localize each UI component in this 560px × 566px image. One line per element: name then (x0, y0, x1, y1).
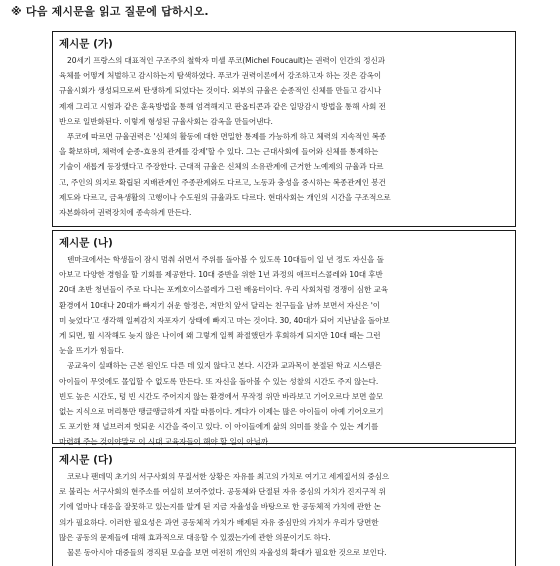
passage-title: 제시문 (나) (59, 237, 113, 249)
text-line: 아보고 다양한 경험을 할 기회를 제공한다. 10대 중반을 위한 1년 과정의 애프터스콜레와 10대 후반 (59, 270, 383, 280)
text-line: 아이들이 무엇에도 몰입할 수 없도록 만든다. 또 자신을 돌아볼 수 있는 성찰의 시간도 주지 않는다. (59, 376, 379, 386)
text-line: 물론 동아시아 대중들의 경직된 모습을 보면 여전히 개인의 자율성의 확대가 필요한 것으로 보인다. (67, 547, 387, 557)
passage-body (53, 250, 515, 449)
text-line: 푸코에 따르면 규율권력은 '신체의 활동에 대한 면밀한 통제를 가능하게 하고 체력의 지속적인 복종 (67, 131, 387, 141)
text-line: 공교육이 실패하는 근본 원인도 다른 데 있지 않다고 본다. 시간과 교과목이 분절된 학교 시스템은 (67, 361, 382, 371)
text-line: 20대 초반 청년들이 주로 다니는 포케호이스콜레가 그런 배움터이다. 우리 사회처럼 경쟁이 심한 교육 (59, 285, 388, 295)
instruction: ※ 다음 제시문을 읽고 질문에 답하시오. (11, 5, 209, 18)
text-line: 고, 주인의 의지로 확립된 지배관계인 주종관계와도 다르고, 노동과 충성을 중시하는 복종관계인 봉건 (59, 177, 386, 187)
text-line: 제재 그리고 시험과 같은 훈육방법을 통해 엄격해지고 판옵티콘과 같은 일망감시 방법을 통해 사회 전 (59, 101, 386, 111)
passage-da (52, 447, 516, 566)
text-line: 코로나 팬데믹 초기의 서구사회의 무질서한 상황은 자유를 최고의 가치로 여기고 세계질서의 중심으 (67, 472, 390, 481)
passage-na (52, 230, 516, 447)
text-line: 없는 지식으로 머리통만 땡글땡글하게 자랄 따름이다. 게다가 이제는 많은 아이들이 아예 기어오르기 (59, 406, 384, 416)
text-line: 규율시회가 생성되므로써 탄생하게 되었다는 것이다. 외부의 규율은 순종적인 신체를 만들고 감시나 (59, 86, 382, 96)
text-line: 반으로 일반화된다. 이렇게 형성된 규율사회는 감옥을 만들어낸다. (59, 116, 273, 126)
passage-ga (52, 31, 516, 227)
text-line: 20세기 프랑스의 대표적인 구조주의 철학자 미셸 푸코(Michel Foucault)는 권력이 인간의 정신과 (67, 56, 385, 65)
text-line: 육체를 어떻게 처벌하고 감시하는지 탐색하였다. 푸코가 권력이론에서 강조하고자 하는 것은 감옥이 (59, 71, 382, 81)
text-line: 기술이 새롭게 등장했다고 주장한다. 근대적 규율은 신체의 소유관계에 근거한 노예제의 규율과 다르 (59, 162, 384, 172)
passage-body (53, 51, 515, 220)
text-line: 을 확보하며, 체력에 순종-효용의 관계를 강제'할 수 있다. 그는 근대사회에 들어와 신체를 통제하는 (59, 147, 379, 157)
text-line: 빈도 높은 시간도, 텅 빈 시간도 주어지지 않는 환경에서 무작정 위만 바라보고 기어오르다 보면 쓸모 (59, 391, 384, 401)
text-line: 로 불리는 서구사회의 현주소를 여실히 보여주었다. 공동체와 단절된 자유 중심의 가치가 진지구적 위 (59, 487, 386, 497)
text-line: 게 되면, 뭘 시작해도 늦지 않은 나이에 왜 그렇게 일찍 좌절했던가 후회하게 되지만 10대 때는 그런 (59, 330, 381, 340)
text-line: 미 늦었다'고 생각해 일찌감치 자포자기 상태에 빠지고 마는 것이다. 30, 40대가 되어 지난날을 돌아보 (59, 315, 390, 325)
text-line: 덴마크에서는 학생들이 잠시 멈춰 쉬면서 주위를 돌아볼 수 있도록 10대들이 일 년 정도 자신을 돌 (67, 255, 384, 264)
text-line: 눈을 뜨기가 힘들다. (59, 346, 124, 356)
text-line: 자본화하여 권력장치에 종속하게 만든다. (59, 207, 192, 217)
passage-title: 제시문 (다) (59, 454, 113, 466)
passage-body (53, 467, 515, 560)
text-line: 환경에서 10대나 20대가 빠지기 쉬운 함정은, 저만치 앞서 달리는 친구들을 남까 보면서 자신은 '이 (59, 300, 381, 310)
text-line: 의가 필요하다. 이러한 필요성은 과연 공동체적 가치가 배제된 자유 중심만의 가치가 우리가 당면한 (59, 517, 379, 527)
text-line: 도 포기한 채 널브러져 헛되운 시간을 죽이고 있다. 이 아이들에게 삶의 의미를 찾을 수 있는 계기를 (59, 422, 379, 432)
text-line: 마련해 주는 것이야말로 이 시대 교육자들이 해야 할 일이 아닐까. (59, 437, 271, 447)
passage-title: 제시문 (가) (59, 38, 113, 50)
text-line: 많은 공동의 문제들에 대해 효과적으로 대응할 수 있겠는가에 관한 의문이기도 하다. (59, 532, 331, 542)
text-line: 제도와 다르고, 금욕생활의 고행이나 수도원의 규율과도 다르다. 현대사회는 개인의 시간을 구조적으로 (59, 192, 391, 202)
text-line: 기에 얼마나 대응을 잘못하고 있는지를 알게 된 지금 자율성을 바탕으로 한 공동체적 가치에 관한 논 (59, 502, 381, 512)
